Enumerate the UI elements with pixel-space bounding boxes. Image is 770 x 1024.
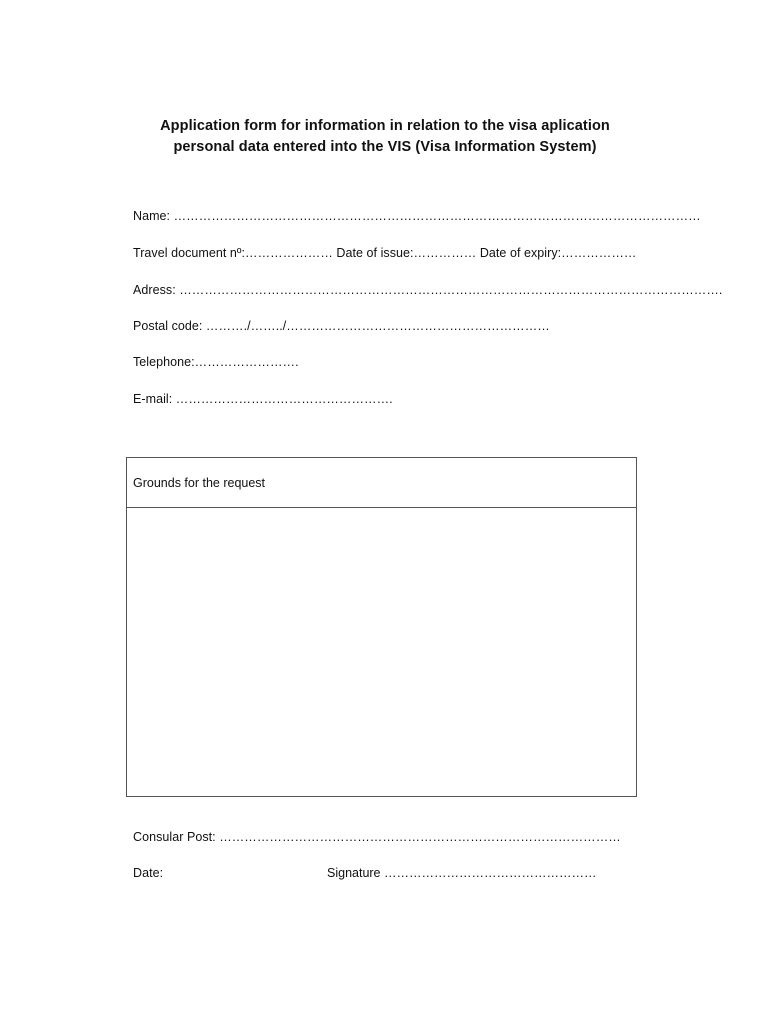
form-title-line-2: personal data entered into the VIS (Visa Information System) xyxy=(173,139,597,155)
address-field[interactable]: Adress: …………………………………………………………………………………………………………………. xyxy=(133,283,723,297)
date-field[interactable]: Date: xyxy=(133,866,164,880)
grounds-box xyxy=(126,457,637,797)
grounds-label: Grounds for the request xyxy=(133,476,266,490)
email-field[interactable]: E-mail: ……………………………………………. xyxy=(133,392,393,406)
travel-document-field[interactable]: Travel document nº:………………… Date of issue:…………… Date of expiry:……………… xyxy=(133,246,637,260)
grounds-text-area[interactable] xyxy=(127,508,636,796)
telephone-field[interactable]: Telephone:……………………. xyxy=(133,355,299,369)
name-field[interactable]: Name: ……………………………………………………………………………………………………………… xyxy=(133,209,701,223)
form-title-line-1: Application form for information in relation to the visa aplication xyxy=(160,118,610,134)
signature-field[interactable]: Signature …………………………………………… xyxy=(327,866,597,880)
consular-post-field[interactable]: Consular Post: …………………………………………………………………………………… xyxy=(133,830,621,844)
grounds-header xyxy=(127,458,636,508)
postal-code-field[interactable]: Postal code: ………./……../……………………………………………………… xyxy=(133,319,550,333)
